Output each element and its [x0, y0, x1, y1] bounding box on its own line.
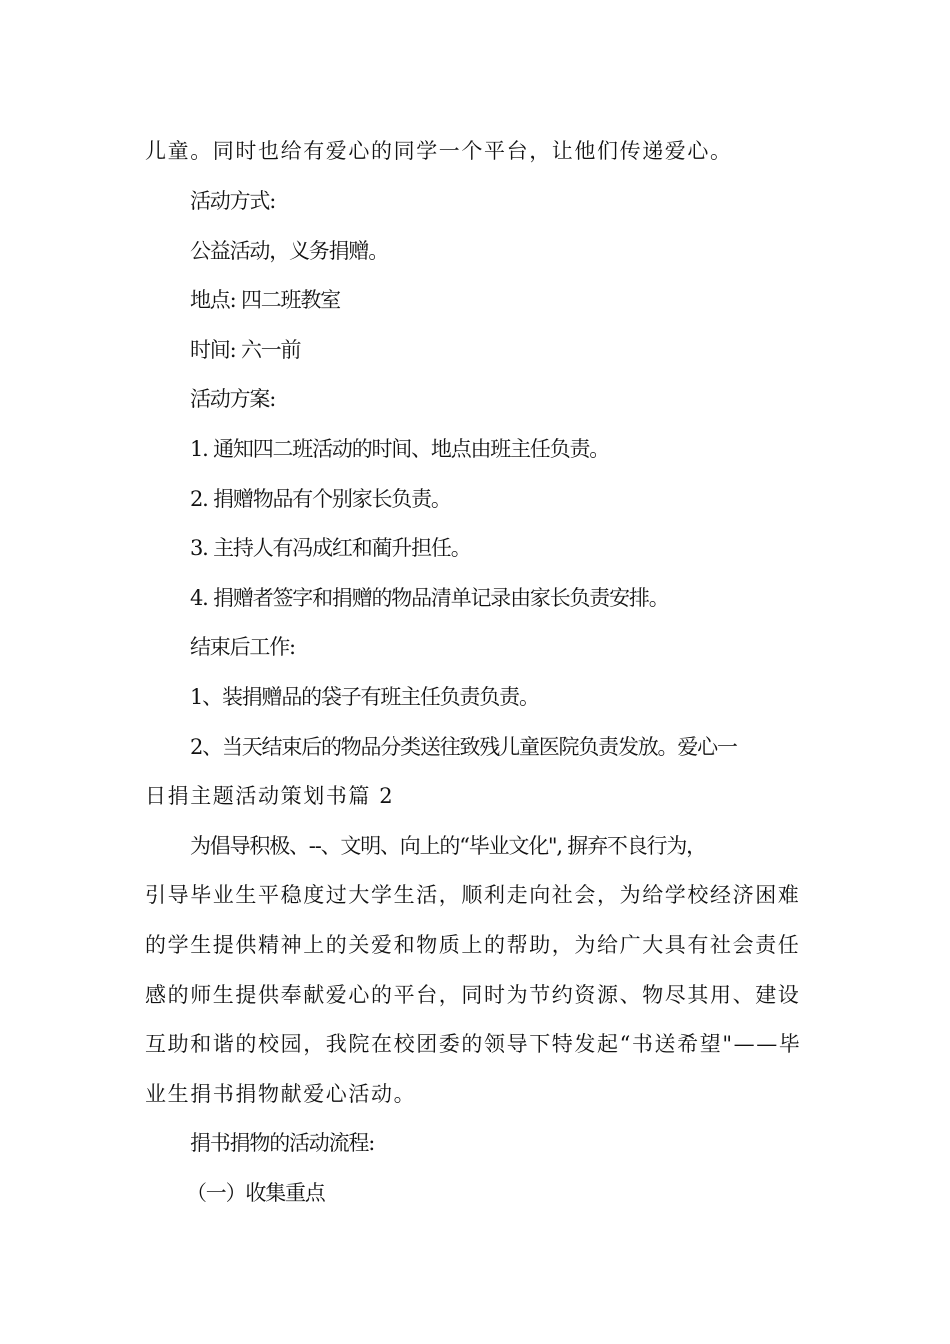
- paragraph-line: 的学生提供精神上的关爱和物质上的帮助，为给广大具有社会责任: [145, 933, 801, 957]
- paragraph-line: 互助和谐的校园，我院在校团委的领导下特发起“书送希望"——毕: [145, 1032, 802, 1056]
- paragraph-line: 儿童。同时也给有爱心的同学一个平台，让他们传递爱心。: [145, 139, 733, 163]
- paragraph-line: 感的师生提供奉献爱心的平台，同时为节约资源、物尽其用、建设: [145, 983, 801, 1007]
- paragraph-line: 业生捐书捐物献爱心活动。: [145, 1082, 417, 1106]
- list-item: 1、装捐赠品的袋子有班主任负责负责。: [190, 685, 539, 709]
- paragraph-line: 公益活动，义务捐赠。: [190, 239, 388, 263]
- location-line: 地点: 四二班教室: [190, 288, 340, 312]
- paragraph-line: 为倡导积极、--、文明、向上的“毕业文化", 摒弃不良行为，: [190, 834, 706, 858]
- list-item: 2. 捐赠物品有个别家长负责。: [190, 487, 451, 511]
- list-item: 2、当天结束后的物品分类送往致残儿童医院负责发放。爱心一: [190, 735, 737, 759]
- section-heading: 活动方案:: [190, 387, 276, 411]
- section-heading: 捐书捐物的活动流程:: [190, 1131, 375, 1155]
- section-heading: 活动方式:: [190, 189, 276, 213]
- paragraph-line: 引导毕业生平稳度过大学生活，顺利走向社会，为给学校经济困难: [145, 883, 801, 907]
- section-heading: 结束后工作:: [190, 635, 295, 659]
- subsection-heading: （一）收集重点: [186, 1181, 325, 1205]
- time-line: 时间: 六一前: [190, 338, 301, 362]
- list-item: 1. 通知四二班活动的时间、地点由班主任负责。: [190, 437, 610, 461]
- list-item: 4. 捐赠者签字和捐赠的物品清单记录由家长负责安排。: [190, 586, 669, 610]
- list-item: 3. 主持人有冯成红和蔺升担任。: [190, 536, 471, 560]
- paragraph-line: 日捐主题活动策划书篇 2: [145, 784, 395, 808]
